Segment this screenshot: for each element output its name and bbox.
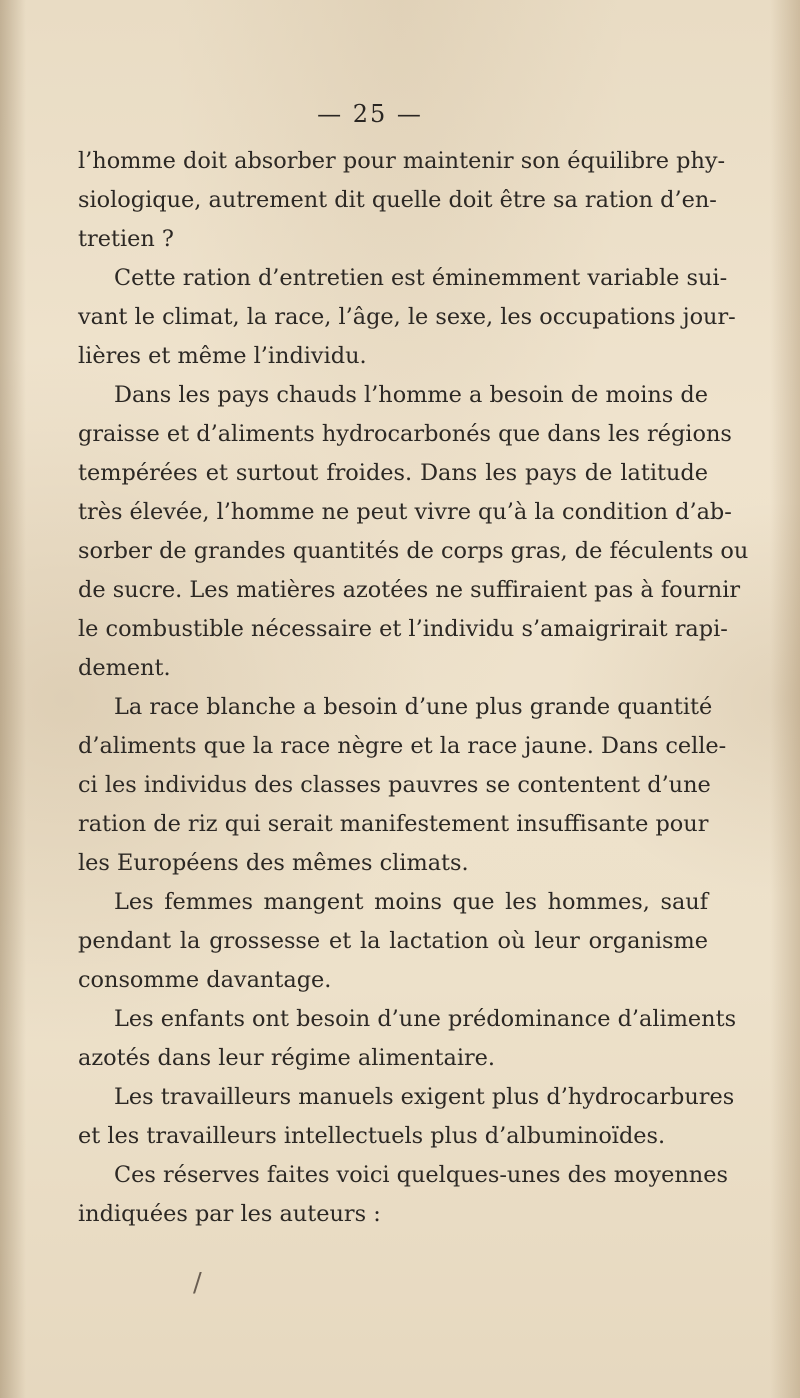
page-left-shadow [0,0,26,1398]
text-line: tempérées et surtout froides. Dans les pays de latitude [78,460,708,486]
text-line: consomme davantage. [78,967,332,993]
text-line: graisse et d’aliments hydrocarbonés que dans les régions [78,421,732,447]
text-line: le combustible nécessaire et l’individu s’amaigrirait rapi- [78,616,728,642]
text-line: les Européens des mêmes climats. [78,850,469,876]
text-line: Ces réserves faites voici quelques-unes des moyennes [114,1162,728,1188]
text-line: l’homme doit absorber pour maintenir son équilibre phy- [78,148,726,174]
text-line: indiquées par les auteurs : [78,1201,381,1227]
text-line: très élevée, l’homme ne peut vivre qu’à la condition d’ab- [78,499,732,525]
text-line: Les travailleurs manuels exigent plus d’hydrocarbures [114,1084,735,1110]
body-text [78,142,749,1234]
text-line: Dans les pays chauds l’homme a besoin de moins de [114,382,708,408]
text-line: azotés dans leur régime alimentaire. [78,1045,496,1071]
text-line: Les femmes mangent moins que les hommes, sauf [114,889,708,915]
text-line: vant le climat, la race, l’âge, le sexe, les occupations jour- [78,304,736,330]
page-right-shadow [770,0,800,1398]
text-line: tretien ? [78,226,174,252]
text-line: et les travailleurs intellectuels plus d’albuminoïdes. [78,1123,666,1149]
text-line: lières et même l’individu. [78,343,367,369]
text-line: ration de riz qui serait manifestement insuffisante pour [78,811,709,837]
text-line: sorber de grandes quantités de corps gras, de féculents ou [78,538,749,564]
text-line: Les enfants ont besoin d’une prédominance d’aliments [114,1006,737,1032]
text-line: dement. [78,655,171,681]
page-number: — 25 — [317,100,423,128]
text-line: pendant la grossesse et la lactation où leur organisme [78,928,708,954]
stray-pen-mark: / [193,1268,202,1298]
text-line: ci les individus des classes pauvres se contentent d’une [78,772,711,798]
text-line: Cette ration d’entretien est éminemment variable sui- [114,265,728,291]
text-line: siologique, autrement dit quelle doit être sa ration d’en- [78,187,717,213]
text-line: La race blanche a besoin d’une plus grande quantité [114,694,713,720]
text-line: d’aliments que la race nègre et la race jaune. Dans celle- [78,733,727,759]
text-line: de sucre. Les matières azotées ne suffiraient pas à fournir [78,577,741,603]
